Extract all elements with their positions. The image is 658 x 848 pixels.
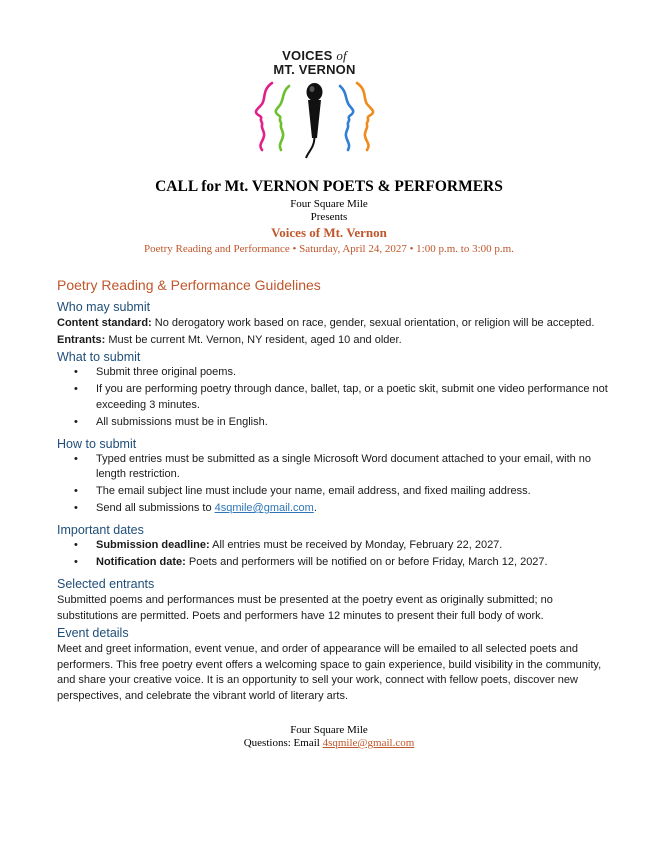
logo-title-line2: MT. VERNON (273, 62, 356, 77)
submission-email-link[interactable]: 4sqmile@gmail.com (214, 502, 314, 514)
call-title: CALL for Mt. VERNON POETS & PERFORMERS (155, 178, 503, 195)
list-item: • Send all submissions to 4sqmile@gmail.com. (57, 501, 613, 517)
faces-microphone-icon (232, 78, 397, 168)
voices-logo (232, 38, 397, 168)
footer-email-link[interactable]: 4sqmile@gmail.com (322, 737, 415, 749)
event-heading: Event details (57, 626, 129, 640)
selected-heading: Selected entrants (57, 577, 155, 591)
organizer-name: Four Square Mile (290, 198, 368, 210)
who-heading: Who may submit (57, 300, 151, 314)
list-item: • Submission deadline: All entries must be received by Monday, February 22, 2027. (57, 538, 613, 554)
guidelines-title: Poetry Reading & Performance Guidelines (57, 277, 321, 293)
presents-line: Presents (310, 211, 348, 223)
what-list (57, 365, 613, 430)
content-standard: Content standard: No derogatory work based on race, gender, sexual orientation, or religion will be accepted. (57, 317, 595, 329)
face-profile-icon (340, 86, 353, 150)
what-heading: What to submit (57, 350, 141, 364)
list-item: • Notification date: Poets and performers will be notified on or before Friday, March 12, 2027. (57, 555, 613, 571)
list-item: • If you are performing poetry through dance, ballet, tap, or a poetic skit, submit one video performance not exceeding 3 minutes. (57, 382, 613, 413)
microphone-icon (306, 83, 323, 158)
entrants-rule: Entrants: Must be current Mt. Vernon, NY resident, aged 10 and older. (57, 333, 402, 346)
guidelines-section (57, 276, 613, 705)
list-item: • All submissions must be in English. (57, 415, 613, 431)
face-profile-icon (256, 83, 272, 150)
list-item: • Typed entries must be submitted as a single Microsoft Word document attached to your email, with no length restriction. (57, 452, 613, 483)
how-list (57, 452, 613, 517)
face-profile-icon (276, 86, 289, 150)
selected-text: Submitted poems and performances must be presented at the poetry event as originally submitted; no substitutions are permitted. Poets and performers have 12 minutes to present their full body of work. (57, 594, 553, 622)
dates-heading: Important dates (57, 523, 144, 537)
list-item: • Submit three original poems. (57, 365, 613, 381)
event-text: Meet and greet information, event venue, and order of appearance will be emailed to all selected poets and performers. This free poetry event offers a welcoming space to gain experience, build visibility in the community, and share your creative voice. It is an opportunity to sell your work, connect with fellow poets, discover new perspectives, and celebrate the vibrant world of literary arts. (57, 643, 602, 702)
footer-questions: Questions: Email 4sqmile@gmail.com (243, 737, 415, 749)
event-name: Voices of Mt. Vernon (271, 225, 387, 240)
footer-org: Four Square Mile (290, 724, 368, 736)
how-heading: How to submit (57, 436, 137, 451)
face-profile-icon (357, 83, 373, 150)
logo-title-line1: VOICES of (282, 48, 347, 63)
list-item: • The email subject line must include your name, email address, and fixed mailing address. (57, 484, 613, 500)
event-date-time: Poetry Reading and Performance • Saturday, April 24, 2027 • 1:00 p.m. to 3:00 p.m. (144, 243, 514, 255)
dates-list (57, 538, 613, 571)
